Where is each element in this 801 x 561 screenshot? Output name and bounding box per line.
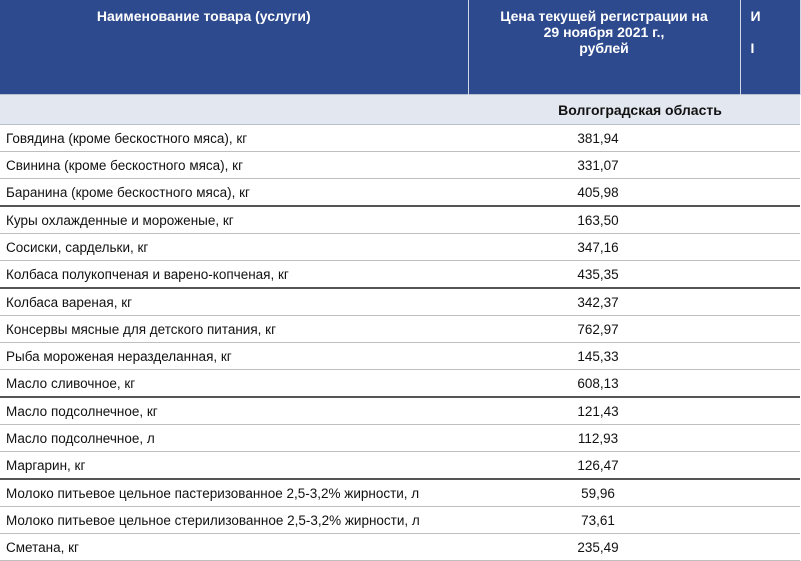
product-name-cell: Колбаса вареная, кг xyxy=(0,288,468,316)
table-row xyxy=(0,479,800,507)
table-row xyxy=(0,125,800,152)
table-row xyxy=(0,152,800,179)
extra-cell xyxy=(740,397,800,425)
region-cell xyxy=(0,95,800,125)
table-row xyxy=(0,234,800,261)
price-cell: 163,50 xyxy=(468,206,740,234)
price-cell: 405,98 xyxy=(468,179,740,207)
product-name-cell: Рыба мороженая неразделанная, кг xyxy=(0,343,468,370)
price-cell: 381,94 xyxy=(468,125,740,152)
extra-cell xyxy=(740,179,800,207)
price-cell: 331,07 xyxy=(468,152,740,179)
product-name-cell: Масло сливочное, кг xyxy=(0,370,468,398)
product-name-cell: Масло подсолнечное, кг xyxy=(0,397,468,425)
header-price-line-2: 29 ноября 2021 г., xyxy=(543,24,665,40)
region-label: Волгоградская область xyxy=(558,101,722,118)
product-name-cell: Свинина (кроме бескостного мяса), кг xyxy=(0,152,468,179)
extra-cell xyxy=(740,288,800,316)
price-cell: 145,33 xyxy=(468,343,740,370)
extra-cell xyxy=(740,479,800,507)
price-cell: 435,35 xyxy=(468,261,740,289)
product-name-cell: Сосиски, сардельки, кг xyxy=(0,234,468,261)
table-row xyxy=(0,316,800,343)
product-name-cell: Молоко питьевое цельное пастеризованное 2,5-3,2% жирности, л xyxy=(0,479,468,507)
price-cell: 73,61 xyxy=(468,507,740,534)
extra-cell xyxy=(740,206,800,234)
extra-cell xyxy=(740,370,800,398)
table-row xyxy=(0,288,800,316)
table-row xyxy=(0,343,800,370)
header-name-label: Наименование товара (услуги) xyxy=(96,8,311,24)
extra-cell xyxy=(740,316,800,343)
price-cell: 342,37 xyxy=(468,288,740,316)
table-row xyxy=(0,261,800,289)
table-row xyxy=(0,370,800,398)
header-extra-line-3: I xyxy=(750,40,755,56)
table-row xyxy=(0,179,800,207)
table-row xyxy=(0,452,800,480)
extra-cell xyxy=(740,425,800,452)
price-cell: 59,96 xyxy=(468,479,740,507)
extra-cell xyxy=(740,534,800,561)
product-name-cell: Колбаса полукопченая и варено-копченая, кг xyxy=(0,261,468,289)
product-name-cell: Молоко питьевое цельное стерилизованное 2,5-3,2% жирности, л xyxy=(0,507,468,534)
table-row xyxy=(0,206,800,234)
table-row xyxy=(0,507,800,534)
header-price-column xyxy=(468,0,740,95)
table-header xyxy=(0,0,800,95)
extra-cell xyxy=(740,507,800,534)
header-price-line-1: Цена текущей регистрации на xyxy=(500,8,708,24)
extra-cell xyxy=(740,152,800,179)
product-name-cell: Баранина (кроме бескостного мяса), кг xyxy=(0,179,468,207)
price-cell: 762,97 xyxy=(468,316,740,343)
price-cell: 121,43 xyxy=(468,397,740,425)
table-row xyxy=(0,425,800,452)
table-row xyxy=(0,534,800,561)
header-extra-line-2 xyxy=(751,24,800,40)
extra-cell xyxy=(740,234,800,261)
region-row xyxy=(0,95,800,125)
product-name-cell: Куры охлажденные и мороженые, кг xyxy=(0,206,468,234)
extra-cell xyxy=(740,343,800,370)
product-name-cell: Сметана, кг xyxy=(0,534,468,561)
header-extra-column xyxy=(740,0,800,95)
product-name-cell: Говядина (кроме бескостного мяса), кг xyxy=(0,125,468,152)
price-cell: 126,47 xyxy=(468,452,740,480)
product-name-cell: Маргарин, кг xyxy=(0,452,468,480)
header-name-column xyxy=(0,0,468,95)
extra-cell xyxy=(740,452,800,480)
price-cell: 608,13 xyxy=(468,370,740,398)
price-cell: 347,16 xyxy=(468,234,740,261)
price-cell: 235,49 xyxy=(468,534,740,561)
price-cell: 112,93 xyxy=(468,425,740,452)
extra-cell xyxy=(740,125,800,152)
extra-cell xyxy=(740,261,800,289)
header-row xyxy=(0,0,800,95)
table-body xyxy=(0,95,800,561)
table-row xyxy=(0,397,800,425)
header-extra-line-1: И xyxy=(750,8,761,24)
header-price-line-3: рублей xyxy=(579,40,629,56)
product-name-cell: Консервы мясные для детского питания, кг xyxy=(0,316,468,343)
product-name-cell: Масло подсолнечное, л xyxy=(0,425,468,452)
